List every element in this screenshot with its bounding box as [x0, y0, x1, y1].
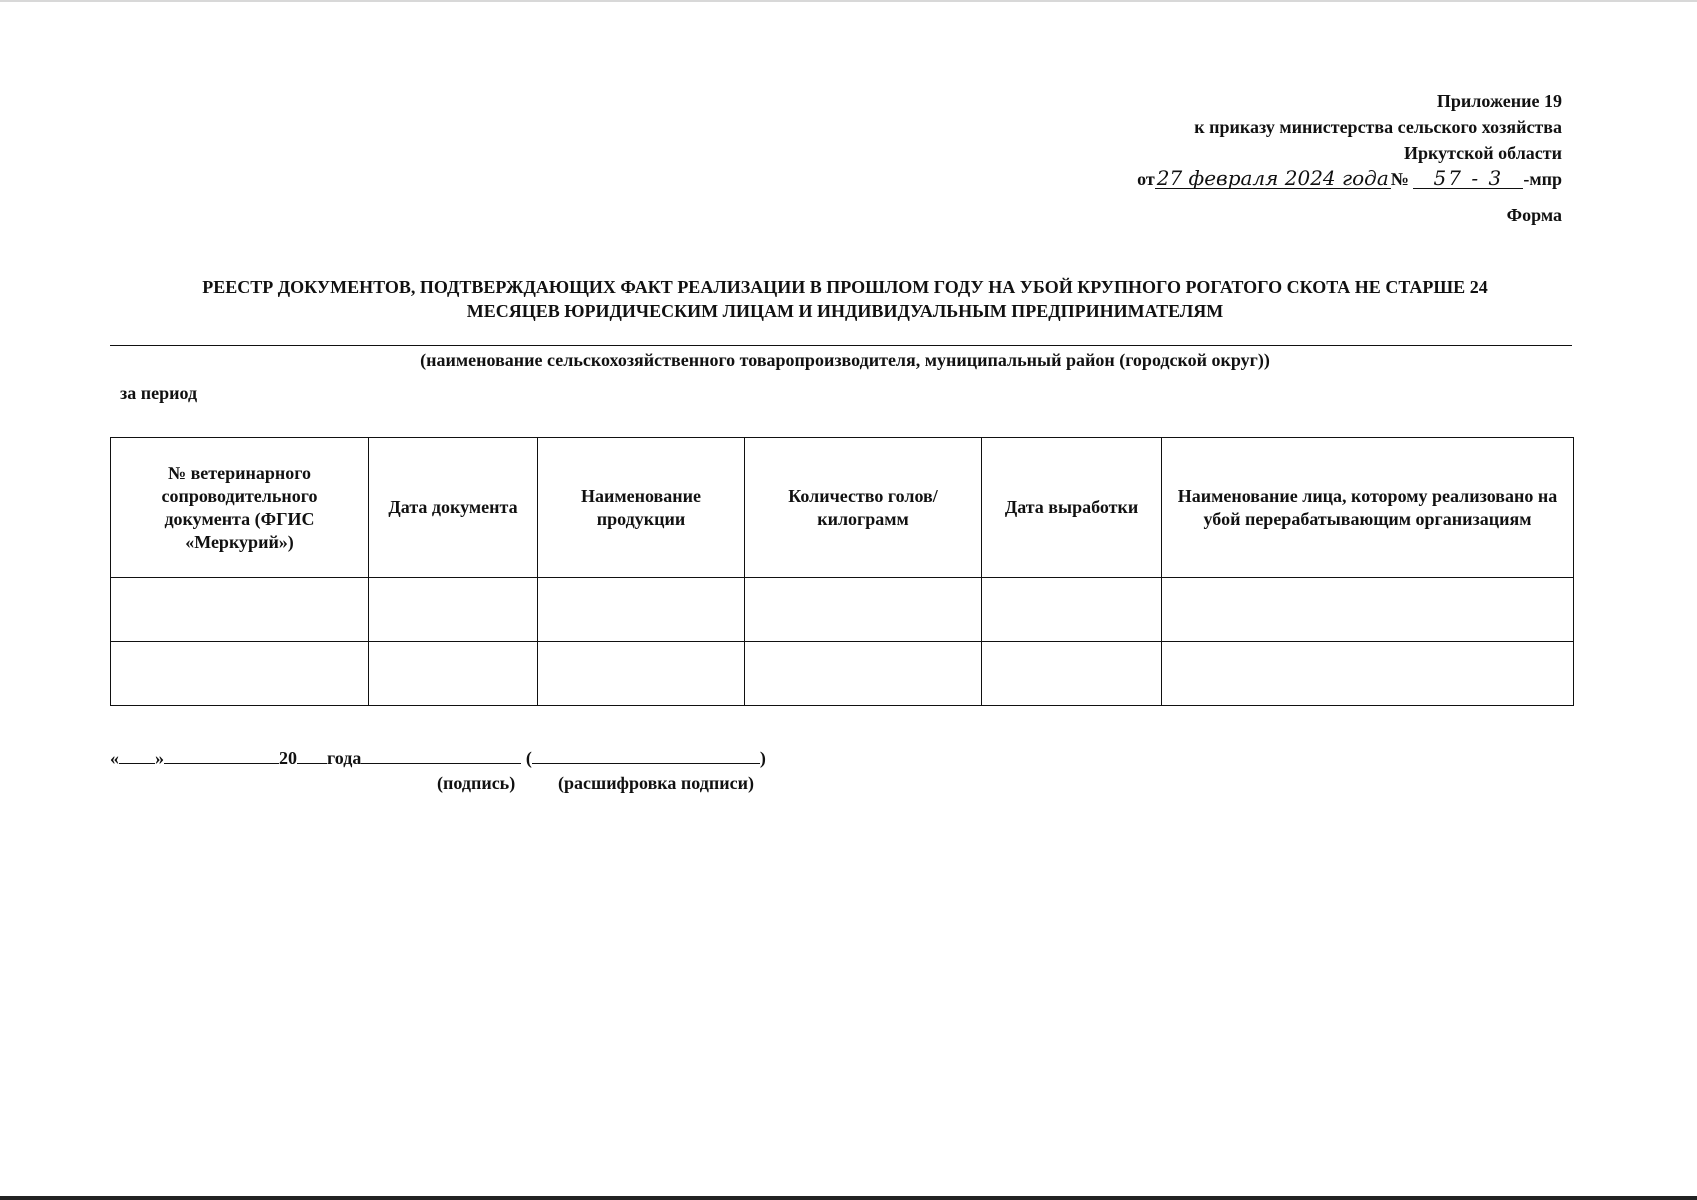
table-cell[interactable] — [745, 578, 982, 642]
handwritten-order-date: 27 февраля 2024 года — [1156, 166, 1389, 190]
day-blank[interactable] — [119, 749, 155, 764]
paren-open: ( — [525, 748, 532, 768]
producer-name-caption: (наименование сельскохозяйственного товаропроизводителя, муниципальный район (городской округ)) — [420, 350, 1270, 370]
table-cell[interactable] — [369, 642, 538, 706]
registry-table — [110, 437, 1574, 706]
signature-line — [110, 748, 766, 769]
column-header-production-date: Дата выработки — [982, 438, 1162, 578]
date-prefix: от — [1137, 169, 1155, 189]
appendix-block — [1137, 88, 1562, 192]
signature-blank[interactable] — [361, 749, 521, 764]
period-label: за период — [120, 383, 198, 403]
handwritten-order-number: 57 - 3 — [1413, 168, 1523, 189]
paren-close: ) — [759, 748, 766, 768]
producer-name-line — [110, 345, 1572, 346]
scan-edge-top — [0, 0, 1697, 2]
order-date-number-line — [1137, 166, 1562, 192]
table-cell[interactable] — [538, 578, 745, 642]
year-blank[interactable] — [297, 749, 327, 764]
column-header-buyer-name: Наименование лица, которому реализовано на убой перерабатывающим организациям — [1162, 438, 1574, 578]
table-cell[interactable] — [111, 578, 369, 642]
signature-decoding-caption: (расшифровка подписи) — [558, 773, 754, 793]
table-cell[interactable] — [1162, 642, 1574, 706]
table-header-row — [111, 438, 1574, 578]
signature-caption: (подпись) — [437, 773, 516, 793]
table-cell[interactable] — [745, 642, 982, 706]
quote-open: « — [110, 748, 119, 768]
table-cell[interactable] — [982, 578, 1162, 642]
quote-close: » — [155, 748, 164, 768]
form-label: Форма — [1506, 205, 1562, 225]
appendix-order-ref: к приказу министерства сельского хозяйства — [1194, 117, 1562, 137]
table-cell[interactable] — [538, 642, 745, 706]
scan-edge-bottom — [0, 1196, 1697, 1200]
document-title — [100, 275, 1590, 323]
month-blank[interactable] — [164, 749, 279, 764]
title-line-2: МЕСЯЦЕВ ЮРИДИЧЕСКИМ ЛИЦАМ И ИНДИВИДУАЛЬНЫМ ПРЕДПРИНИМАТЕЛЯМ — [466, 301, 1224, 321]
century-label: 20 — [279, 748, 297, 768]
table-cell[interactable] — [1162, 578, 1574, 642]
column-header-vet-document: № ветеринарного сопроводительного документа (ФГИС «Меркурий») — [111, 438, 369, 578]
column-header-document-date: Дата документа — [369, 438, 538, 578]
year-word: года — [327, 748, 362, 768]
signature-decoding-blank[interactable] — [532, 749, 760, 764]
table-cell[interactable] — [369, 578, 538, 642]
table-row — [111, 642, 1574, 706]
table-cell[interactable] — [982, 642, 1162, 706]
number-prefix: № — [1390, 169, 1409, 189]
appendix-title: Приложение 19 — [1436, 91, 1562, 111]
column-header-product-name: Наименование продукции — [538, 438, 745, 578]
title-line-1: РЕЕСТР ДОКУМЕНТОВ, ПОДТВЕРЖДАЮЩИХ ФАКТ РЕАЛИЗАЦИИ В ПРОШЛОМ ГОДУ НА УБОЙ КРУПНОГО РОГАТОГО СКОТА НЕ СТАРШЕ 24 — [202, 277, 1488, 297]
appendix-region: Иркутской области — [1403, 143, 1562, 163]
table-row — [111, 578, 1574, 642]
column-header-quantity: Количество голов/килограмм — [745, 438, 982, 578]
table-cell[interactable] — [111, 642, 369, 706]
number-suffix: -мпр — [1523, 169, 1562, 189]
